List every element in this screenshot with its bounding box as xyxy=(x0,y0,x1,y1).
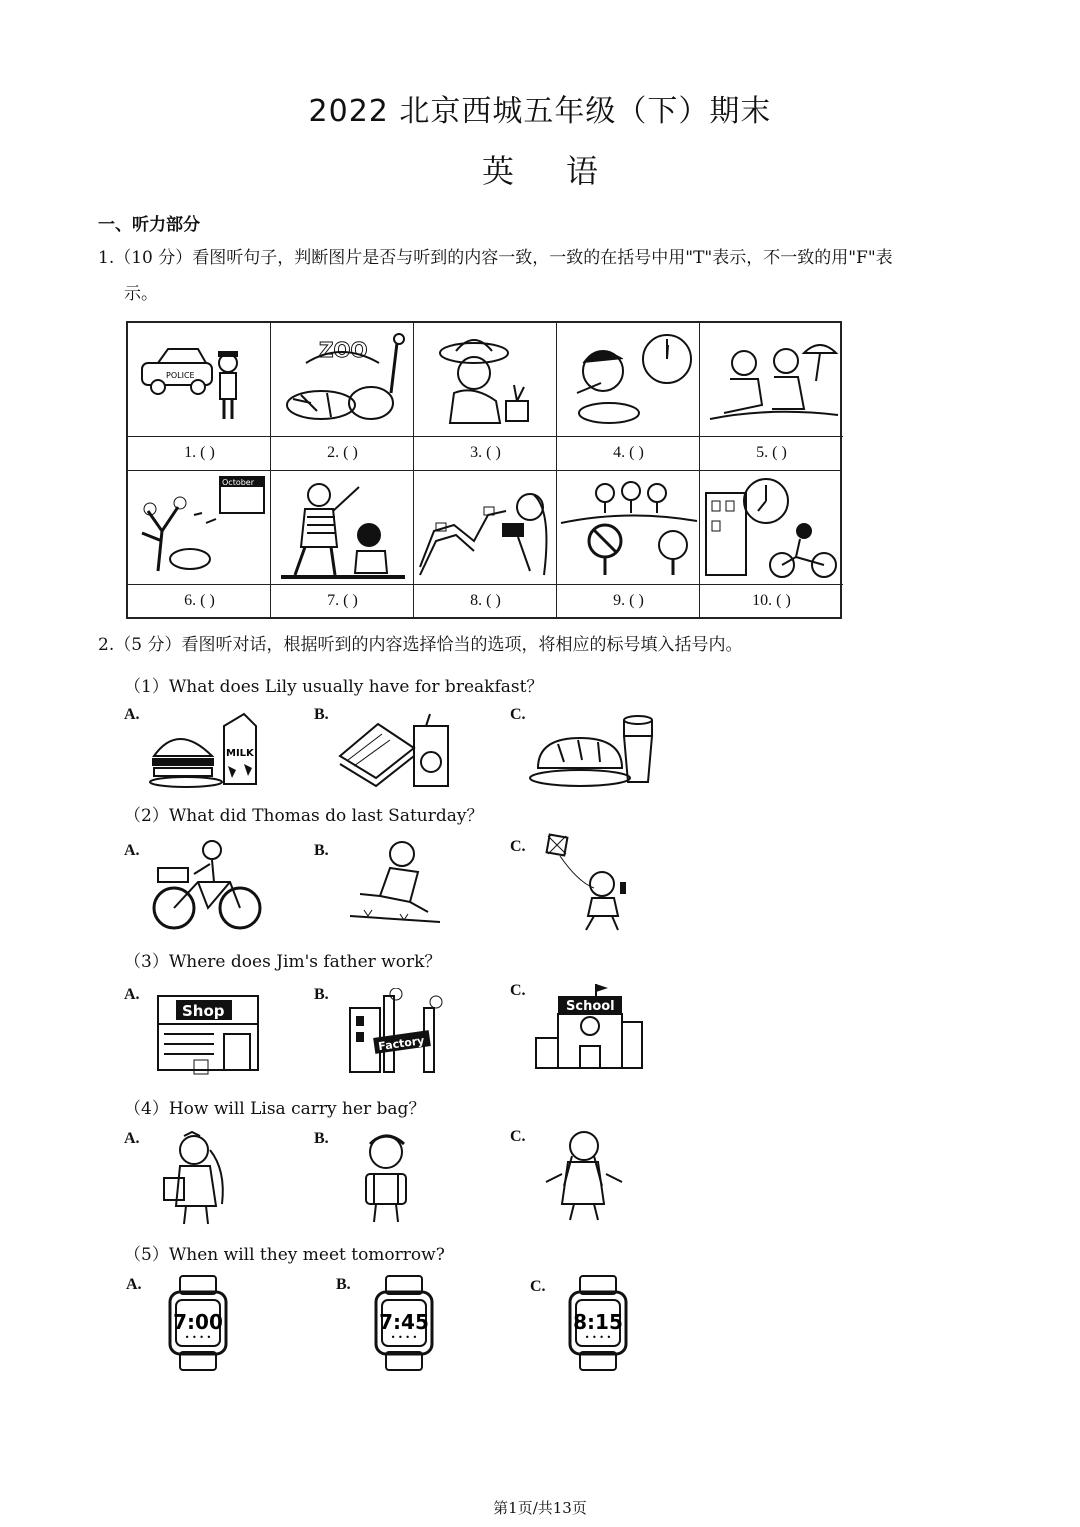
item-3-answer[interactable]: 3. ( ) xyxy=(414,436,557,470)
item-4-answer[interactable]: 4. ( ) xyxy=(557,436,700,470)
great-wall-photographer-icon xyxy=(414,471,557,583)
svg-text:ZOO: ZOO xyxy=(319,338,368,362)
item-2-answer[interactable]: 2. ( ) xyxy=(271,436,414,470)
watch-icon xyxy=(566,1274,630,1372)
subject-title: 英语 xyxy=(481,152,650,190)
q2-5-option-b[interactable]: B. xyxy=(336,1276,351,1293)
q2-3-prompt: （3）Where does Jim's father work？ xyxy=(124,952,442,972)
svg-text:POLICE: POLICE xyxy=(166,371,195,380)
q2-2-option-c[interactable]: C. xyxy=(510,838,526,855)
svg-text:8:15: 8:15 xyxy=(573,1310,623,1334)
man-and-girl-icon xyxy=(271,471,414,583)
q2-3-option-c[interactable]: C. xyxy=(510,982,526,999)
watch-icon xyxy=(166,1274,230,1372)
section-heading: 一、听力部分 xyxy=(98,215,200,235)
svg-text:October: October xyxy=(222,478,255,487)
svg-text:School: School xyxy=(566,999,615,1014)
zoo-icon xyxy=(271,323,414,435)
q1-picture-grid xyxy=(126,321,842,619)
q2-4-option-c[interactable]: C. xyxy=(510,1128,526,1145)
q2-1-option-c[interactable]: C. xyxy=(510,706,526,723)
q2-4-option-b[interactable]: B. xyxy=(314,1130,329,1147)
clock-cyclist-icon xyxy=(700,471,843,583)
q2-5-option-c[interactable]: C. xyxy=(530,1278,546,1295)
svg-text:• • • •: • • • • xyxy=(390,1333,418,1342)
flying-kite-icon xyxy=(538,832,642,936)
riding-bike-icon xyxy=(148,840,266,930)
q2-2-prompt: （2）What did Thomas do last Saturday？ xyxy=(124,806,484,826)
svg-text:• • • •: • • • • xyxy=(184,1333,212,1342)
q2-text: 2.（5 分）看图听对话，根据听到的内容选择恰当的选项，将相应的标号填入括号内。 xyxy=(98,635,743,655)
no-smoking-park-icon xyxy=(557,471,700,583)
item-10-answer[interactable]: 10. ( ) xyxy=(700,584,843,618)
school-icon xyxy=(534,982,644,1072)
item-5-answer[interactable]: 5. ( ) xyxy=(700,436,843,470)
svg-text:7:45: 7:45 xyxy=(379,1310,429,1334)
q1-text-line1: 1.（10 分）看图听句子，判断图片是否与听到的内容一致，一致的在括号中用"T"表示，不一致的用"F"表 xyxy=(98,248,893,268)
q2-1-option-a[interactable]: A. xyxy=(124,706,140,723)
svg-text:• • • •: • • • • xyxy=(584,1333,612,1342)
autumn-tree-icon xyxy=(128,471,271,583)
children-beach-icon xyxy=(700,323,843,435)
q2-3-option-b[interactable]: B. xyxy=(314,986,329,1003)
page-title: 2022 北京西城五年级（下）期末 xyxy=(308,94,772,129)
item-9-answer[interactable]: 9. ( ) xyxy=(557,584,700,618)
planting-icon xyxy=(340,836,450,928)
q2-1-option-b[interactable]: B. xyxy=(314,706,329,723)
item-7-answer[interactable]: 7. ( ) xyxy=(271,584,414,618)
svg-text:Shop: Shop xyxy=(182,1002,225,1020)
girl-bag-in-hand-icon xyxy=(156,1130,246,1226)
girl-bag-on-shoulder-icon xyxy=(538,1126,628,1222)
q2-3-option-a[interactable]: A. xyxy=(124,986,140,1003)
item-1-answer[interactable]: 1. ( ) xyxy=(128,436,271,470)
girl-bag-on-back-icon xyxy=(348,1130,428,1226)
page-number: 第1页/共13页 xyxy=(493,1499,587,1517)
svg-text:MILK: MILK xyxy=(226,748,254,759)
q2-5-option-a[interactable]: A. xyxy=(126,1276,142,1293)
q2-4-option-a[interactable]: A. xyxy=(124,1130,140,1147)
watch-icon xyxy=(372,1274,436,1372)
svg-text:7:00: 7:00 xyxy=(173,1310,223,1334)
boy-eating-clock-icon xyxy=(557,323,700,435)
factory-icon xyxy=(344,988,444,1076)
burger-milk-icon xyxy=(148,708,266,788)
q2-2-option-b[interactable]: B. xyxy=(314,842,329,859)
q2-2-option-a[interactable]: A. xyxy=(124,842,140,859)
item-6-answer[interactable]: 6. ( ) xyxy=(128,584,271,618)
q1-text-line2: 示。 xyxy=(124,284,158,304)
police-car-icon xyxy=(128,323,271,435)
q2-5-prompt: （5）When will they meet tomorrow? xyxy=(124,1245,445,1265)
shop-icon xyxy=(154,990,264,1076)
sandwich-juice-icon xyxy=(334,712,454,790)
svg-text:Factory: Factory xyxy=(377,1033,426,1054)
girl-planting-icon xyxy=(414,323,557,435)
q2-1-prompt: （1）What does Lily usually have for breakfast？ xyxy=(124,677,544,697)
bread-milk-icon xyxy=(528,710,658,790)
item-8-answer[interactable]: 8. ( ) xyxy=(414,584,557,618)
q2-4-prompt: （4）How will Lisa carry her bag？ xyxy=(124,1099,426,1119)
